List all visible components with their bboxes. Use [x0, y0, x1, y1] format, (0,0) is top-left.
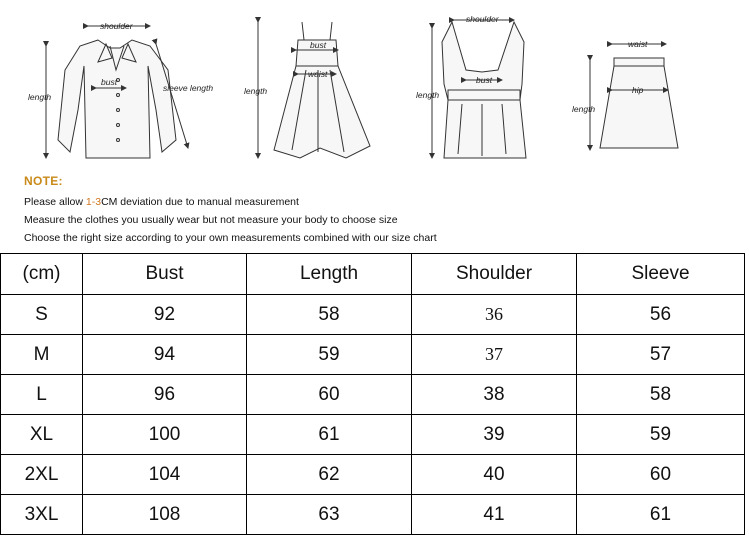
sleeve-cell: 57	[577, 335, 745, 375]
shirt-length-label: length	[28, 92, 52, 102]
dress-bust-label: bust	[310, 40, 327, 50]
top-bust-label: bust	[476, 75, 493, 85]
header-unit: (cm)	[1, 254, 83, 295]
header-sleeve: Sleeve	[577, 254, 745, 295]
dress-length-label: length	[244, 86, 268, 96]
bust-cell: 96	[83, 375, 247, 415]
header-shoulder: Shoulder	[412, 254, 577, 295]
header-bust: Bust	[83, 254, 247, 295]
length-cell: 60	[247, 375, 412, 415]
sleeve-cell: 60	[577, 455, 745, 495]
top-length-label: length	[416, 90, 440, 100]
sleeve-cell: 59	[577, 415, 745, 455]
table-row	[1, 295, 745, 335]
table-header-row	[1, 254, 745, 295]
top-illustration	[432, 20, 526, 158]
sleeve-cell: 58	[577, 375, 745, 415]
length-cell: 58	[247, 295, 412, 335]
table-row	[1, 415, 745, 455]
bust-cell: 104	[83, 455, 247, 495]
size-cell: XL	[1, 415, 83, 455]
table-row	[1, 455, 745, 495]
shoulder-cell: 41	[412, 495, 577, 535]
note-title: NOTE:	[24, 174, 63, 188]
note-line-deviation	[24, 196, 299, 208]
length-cell: 61	[247, 415, 412, 455]
length-cell: 59	[247, 335, 412, 375]
length-cell: 63	[247, 495, 412, 535]
size-chart-table	[0, 253, 745, 535]
note-line-choose: Choose the right size according to your own measurements combined with our size chart	[24, 232, 437, 244]
shoulder-cell: 37	[412, 335, 577, 375]
skirt-waist-label: waist	[628, 39, 648, 49]
note-line1-highlight: 1-3	[85, 196, 102, 208]
size-cell: 2XL	[1, 455, 83, 495]
size-cell: 3XL	[1, 495, 83, 535]
sleeve-cell: 61	[577, 495, 745, 535]
shoulder-cell: 39	[412, 415, 577, 455]
shoulder-cell: 40	[412, 455, 577, 495]
note-line-measure: Measure the clothes you usually wear but not measure your body to choose size	[24, 214, 398, 226]
shirt-sleeve-label: sleeve length	[163, 83, 214, 93]
table-row	[1, 335, 745, 375]
length-cell: 62	[247, 455, 412, 495]
sleeve-cell: 56	[577, 295, 745, 335]
bust-cell: 94	[83, 335, 247, 375]
shirt-bust-label: bust	[101, 77, 118, 87]
table-row	[1, 375, 745, 415]
size-cell: S	[1, 295, 83, 335]
dress-waist-label: waist	[308, 69, 328, 79]
table-row	[1, 495, 745, 535]
note-line1-post: CM deviation due to manual measurement	[101, 196, 299, 208]
size-cell: L	[1, 375, 83, 415]
note-line1-pre: Please allow	[24, 196, 86, 208]
header-length: Length	[247, 254, 412, 295]
shirt-shoulder-label: shoulder	[100, 21, 133, 31]
garment-measurement-illustrations	[0, 0, 749, 170]
shoulder-cell: 36	[412, 295, 577, 335]
skirt-illustration	[590, 44, 678, 150]
size-cell: M	[1, 335, 83, 375]
bust-cell: 92	[83, 295, 247, 335]
bust-cell: 108	[83, 495, 247, 535]
bust-cell: 100	[83, 415, 247, 455]
skirt-hip-label: hip	[632, 85, 644, 95]
skirt-length-label: length	[572, 104, 596, 114]
shoulder-cell: 38	[412, 375, 577, 415]
size-guide-header	[0, 0, 749, 252]
top-shoulder-label: shoulder	[466, 14, 499, 24]
